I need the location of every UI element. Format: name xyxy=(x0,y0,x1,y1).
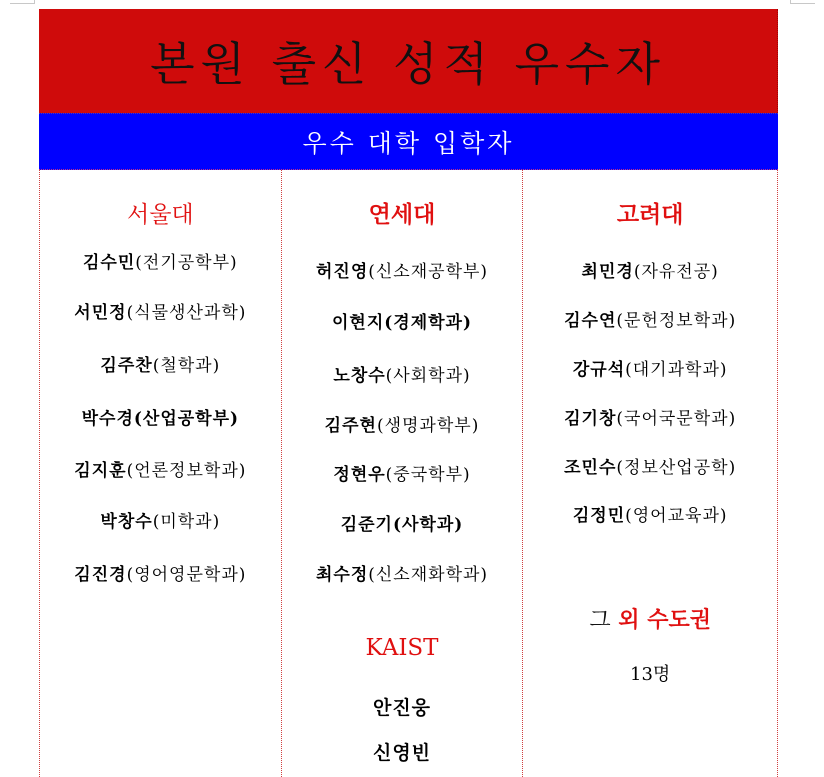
document-page xyxy=(39,9,778,777)
student-name: 김기창 xyxy=(564,409,617,429)
student-name: 정현우 xyxy=(333,465,386,485)
student-entry xyxy=(282,411,523,436)
page-subtitle: 우수 대학 입학자 xyxy=(302,128,515,158)
student-entry xyxy=(523,404,777,429)
student-dept: (중국학부) xyxy=(385,465,471,485)
student-entry xyxy=(40,248,281,273)
column-yonsei xyxy=(281,170,523,777)
student-name: 최민경 xyxy=(581,262,634,282)
other-prefix: 그 xyxy=(589,608,611,633)
student-dept: (사회학과) xyxy=(385,366,471,386)
student-dept: (영어교육과) xyxy=(625,506,728,526)
student-name: 노창수 xyxy=(333,366,386,386)
student-entry xyxy=(282,738,523,765)
student-name: 신영빈 xyxy=(372,742,432,764)
student-entry xyxy=(40,298,281,323)
student-entry xyxy=(523,306,777,331)
student-dept: (영어영문학과) xyxy=(126,565,247,585)
student-entry xyxy=(282,361,523,386)
student-dept: (사학과) xyxy=(392,515,464,535)
other-count: 13명 xyxy=(630,664,671,685)
student-dept: (전기공학부) xyxy=(135,253,238,273)
student-dept: (대기과학과) xyxy=(625,360,728,380)
student-name: 박수경 xyxy=(81,409,134,429)
student-entry xyxy=(282,510,523,535)
student-name: 허진영 xyxy=(315,262,369,282)
student-entry xyxy=(282,560,523,585)
university-heading: 고려대 xyxy=(616,201,684,228)
column-korea xyxy=(522,170,778,777)
student-entry xyxy=(523,453,777,478)
student-name: 안진웅 xyxy=(372,697,432,719)
student-entry xyxy=(523,501,777,526)
university-heading: 연세대 xyxy=(368,201,436,228)
student-entry xyxy=(40,404,281,429)
university-heading-kaist: KAIST xyxy=(365,635,439,661)
university-columns xyxy=(39,170,778,777)
page-title: 본원 출신 성적 우수자 xyxy=(150,37,666,91)
other-capital-area-heading xyxy=(523,603,777,634)
student-dept: (미학과) xyxy=(152,512,221,532)
student-name: 김정민 xyxy=(572,506,626,526)
student-dept: (경제학과) xyxy=(384,313,473,333)
student-dept: (국어국문학과) xyxy=(616,409,737,429)
subtitle-banner xyxy=(39,113,778,170)
student-name: 강규석 xyxy=(572,360,626,380)
student-dept: (자유전공) xyxy=(633,262,719,282)
student-dept: (생명과학부) xyxy=(376,416,480,436)
student-name: 김수민 xyxy=(83,253,136,273)
university-heading: 서울대 xyxy=(127,202,194,228)
student-dept: (신소재공학부) xyxy=(368,262,489,282)
column-snu xyxy=(39,170,281,777)
student-dept: (언론정보학과) xyxy=(126,461,247,481)
student-dept: (식물생산과학) xyxy=(126,303,247,323)
student-entry xyxy=(282,693,523,720)
student-name: 김주찬 xyxy=(100,356,153,376)
student-entry xyxy=(40,560,281,585)
other-label: 외 수도권 xyxy=(618,607,711,633)
student-entry xyxy=(523,355,777,380)
page-corner-mark-right xyxy=(790,0,815,4)
student-dept: (산업공학부) xyxy=(133,409,240,429)
student-entry xyxy=(40,507,281,532)
student-entry xyxy=(282,257,523,282)
student-name: 김준기 xyxy=(340,515,393,535)
student-name: 이현지 xyxy=(331,313,385,333)
student-dept: (철학과) xyxy=(152,356,221,376)
page-corner-mark-left xyxy=(10,0,35,4)
student-name: 박창수 xyxy=(100,512,153,532)
student-dept: (문헌정보학과) xyxy=(616,311,737,331)
student-name: 최수정 xyxy=(315,565,369,585)
student-name: 김진경 xyxy=(74,565,127,585)
student-entry xyxy=(40,456,281,481)
student-name: 조민수 xyxy=(564,458,617,478)
student-dept: (신소재화학과) xyxy=(368,565,489,585)
student-entry xyxy=(282,308,523,333)
student-entry xyxy=(523,257,777,282)
student-entry xyxy=(40,351,281,376)
student-name: 김수연 xyxy=(564,311,617,331)
student-name: 김주현 xyxy=(324,416,377,436)
student-entry xyxy=(282,460,523,485)
student-dept: (정보산업공학) xyxy=(616,458,737,478)
title-banner xyxy=(39,9,778,113)
student-name: 김지훈 xyxy=(74,461,127,481)
student-name: 서민정 xyxy=(74,303,127,323)
